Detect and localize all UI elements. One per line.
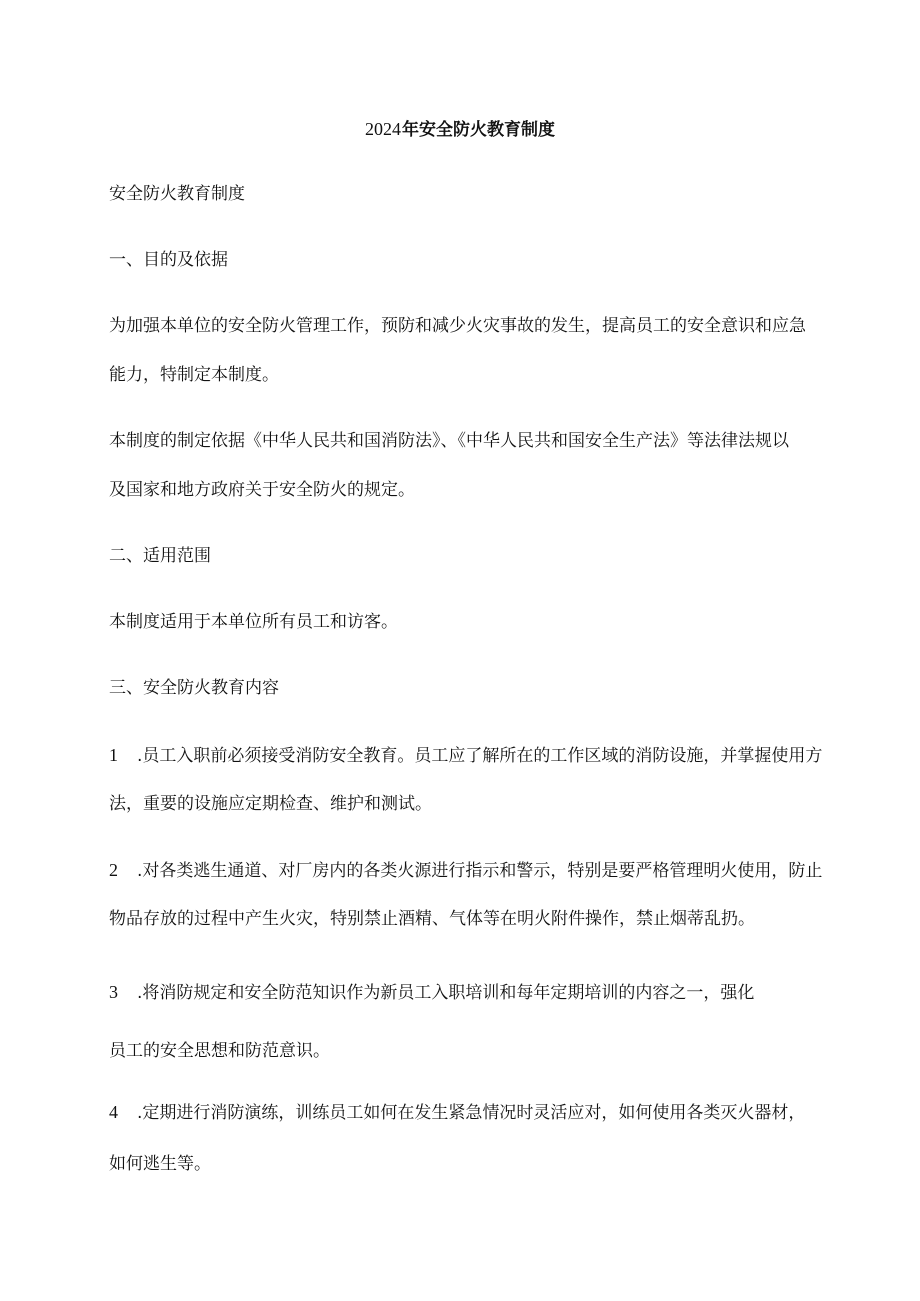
section-2-paragraph: 本制度适用于本单位所有员工和访客。	[109, 612, 398, 632]
section-2-heading: 二、适用范围	[109, 546, 211, 566]
list-item-text: .员工入职前必须接受消防安全教育。员工应了解所在的工作区域的消防设施，并掌握使用方	[137, 746, 823, 766]
title-text: 年安全防火教育制度	[402, 120, 555, 140]
list-item-number: 3	[109, 982, 118, 1002]
section-1-paragraph-1-line-2: 能力，特制定本制度。	[109, 365, 279, 385]
list-item-2-line-1	[109, 858, 822, 883]
list-item-number: 4	[109, 1102, 118, 1122]
list-item-number: 2	[109, 860, 118, 880]
section-1-heading: 一、目的及依据	[109, 250, 228, 270]
title-year: 2024	[365, 119, 401, 139]
list-item-3-line-1	[109, 980, 754, 1005]
list-item-4-line-1	[109, 1100, 805, 1125]
list-item-text: .对各类逃生通道、对厂房内的各类火源进行指示和警示，特别是要严格管理明火使用，防止	[137, 861, 823, 881]
subtitle: 安全防火教育制度	[109, 184, 245, 204]
list-item-1-line-1	[109, 743, 822, 768]
section-3-heading: 三、安全防火教育内容	[109, 678, 279, 698]
list-item-1-line-2: 法，重要的设施应定期检查、维护和测试。	[109, 794, 432, 814]
list-item-number: 1	[109, 745, 118, 765]
section-1-paragraph-1-line-1: 为加强本单位的安全防火管理工作，预防和减少火灾事故的发生，提高员工的安全意识和应急	[109, 316, 806, 336]
document-title	[0, 117, 920, 142]
list-item-text: .定期进行消防演练，训练员工如何在发生紧急情况时灵活应对，如何使用各类灭火器材，	[137, 1103, 806, 1123]
section-1-paragraph-2-line-2: 及国家和地方政府关于安全防火的规定。	[109, 480, 415, 500]
list-item-text: .将消防规定和安全防范知识作为新员工入职培训和每年定期培训的内容之一，强化	[137, 983, 755, 1003]
list-item-3-line-2: 员工的安全思想和防范意识。	[109, 1041, 330, 1061]
list-item-2-line-2: 物品存放的过程中产生火灾，特别禁止酒精、气体等在明火附件操作，禁止烟蒂乱扔。	[109, 909, 755, 929]
list-item-4-line-2: 如何逃生等。	[109, 1154, 211, 1174]
section-1-paragraph-2-line-1: 本制度的制定依据《中华人民共和国消防法》、《中华人民共和国安全生产法》等法律法规以	[109, 431, 789, 451]
